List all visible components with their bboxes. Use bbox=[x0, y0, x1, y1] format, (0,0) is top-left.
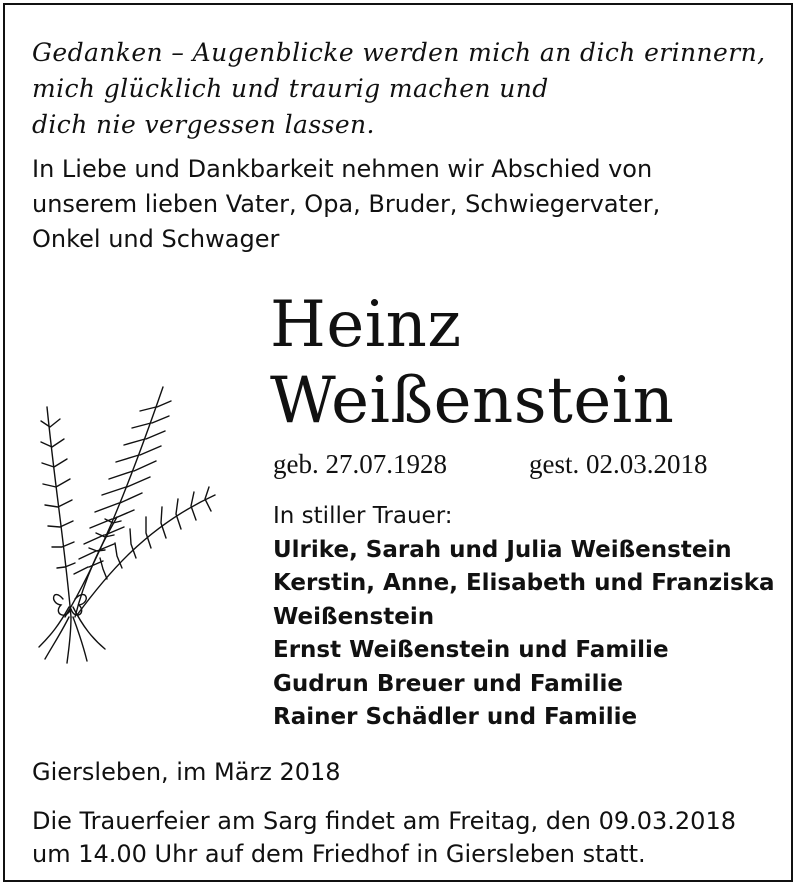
death-date: gest. 02.03.2018 bbox=[529, 449, 708, 479]
first-name: Heinz bbox=[270, 288, 462, 362]
last-name: Weißenstein bbox=[270, 364, 675, 438]
mourner-line: Ernst Weißenstein und Familie bbox=[273, 637, 669, 663]
birth-date: geb. 27.07.1928 bbox=[273, 449, 447, 479]
mourner-line: Weißenstein bbox=[273, 603, 435, 630]
mourner-line: Rainer Schädler und Familie bbox=[273, 704, 638, 730]
mourner-line: Kerstin, Anne, Elisabeth und Franziska bbox=[273, 570, 775, 596]
mourner-line: Ulrike, Sarah und Julia Weißenstein bbox=[273, 536, 732, 563]
obituary-card bbox=[3, 3, 793, 882]
mourners-list bbox=[273, 500, 783, 735]
deceased-name bbox=[270, 287, 674, 439]
service-line: um 14.00 Uhr auf dem Friedhof in Giersleben statt. bbox=[32, 840, 646, 868]
fern-bouquet-icon bbox=[25, 377, 255, 667]
service-line: Die Trauerfeier am Sarg findet am Freitag, den 09.03.2018 bbox=[32, 807, 736, 835]
place-and-date: Giersleben, im März 2018 bbox=[32, 758, 341, 786]
intro-line: Onkel und Schwager bbox=[32, 225, 280, 253]
poem-line: Gedanken – Augenblicke werden mich an dich erinnern, bbox=[32, 38, 766, 67]
memorial-poem bbox=[32, 35, 792, 143]
funeral-service-info bbox=[32, 805, 782, 871]
intro-line: In Liebe und Dankbarkeit nehmen wir Abschied von bbox=[32, 155, 653, 183]
intro-line: unserem lieben Vater, Opa, Bruder, Schwiegervater, bbox=[32, 190, 661, 218]
poem-line: mich glücklich und traurig machen und bbox=[32, 74, 549, 103]
poem-line: dich nie vergessen lassen. bbox=[32, 110, 375, 139]
mourners-lead: In stiller Trauer: bbox=[273, 503, 453, 529]
intro-text bbox=[32, 152, 772, 257]
mourner-line: Gudrun Breuer und Familie bbox=[273, 670, 623, 697]
